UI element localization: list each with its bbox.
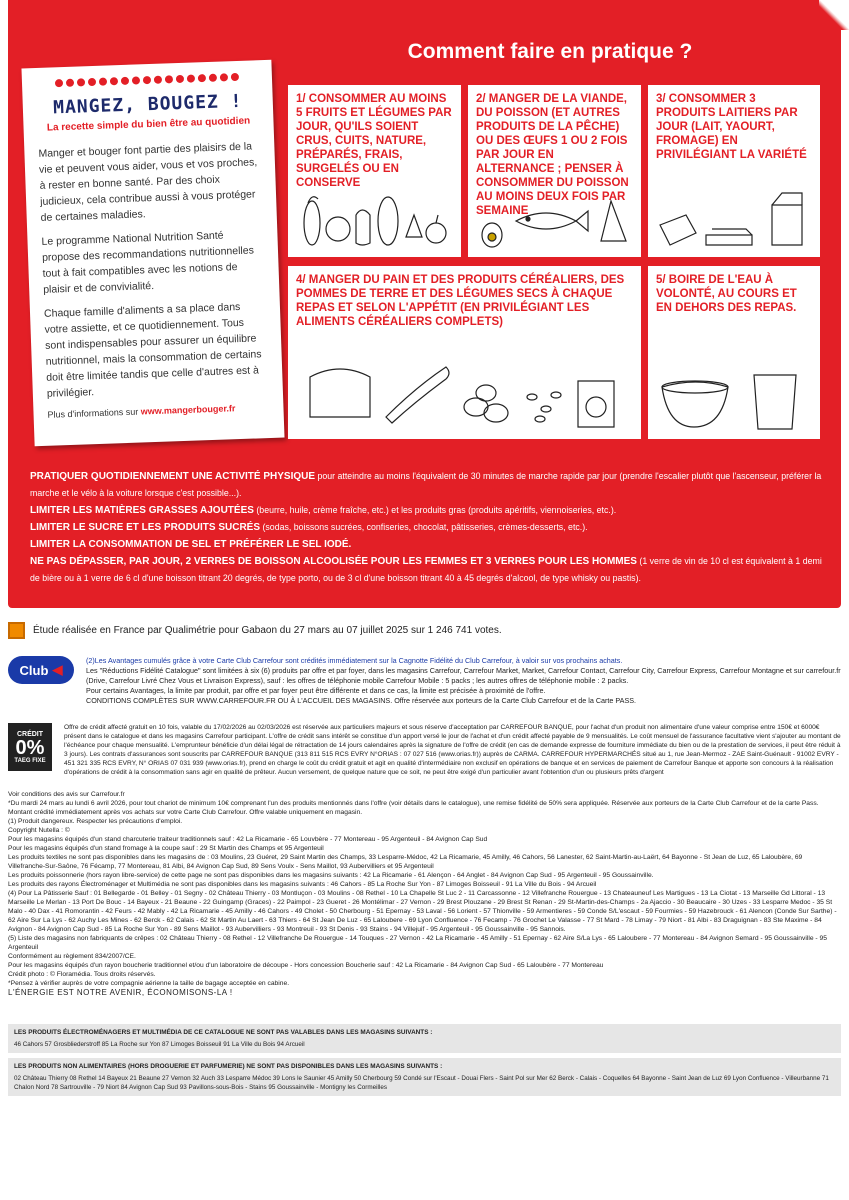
mangez-bougez-card [21, 60, 284, 446]
note-title: MANGEZ, BOUGEZ ! [52, 90, 243, 119]
page-curl-decoration [819, 0, 849, 30]
study-note: Étude réalisée en France par Qualimétrie pour Gabaon du 27 mars au 07 juillet 2025 sur 1 246 741 votes. [8, 622, 502, 639]
mangerbouger-link[interactable]: www.mangerbouger.fr [140, 403, 236, 417]
advice-item: LIMITER LE SUCRE ET LES PRODUITS SUCRÉS (sodas, boissons sucrées, confiseries, chocolat, pâtisseries, crèmes-desserts, etc.). [30, 522, 588, 533]
credit-offer-block [8, 723, 841, 777]
water-bowl-icon [656, 367, 812, 433]
advice-item: PRATIQUER QUOTIDIENNEMENT UNE ACTIVITÉ PHYSIQUE pour atteindre au moins l'équivalent de 30 minutes de marche rapide par jour (prendre l'escalier plutôt que l'ascenseur, préférer la marche et le vélo à la voiture lorsque c'est possible...). [30, 471, 822, 498]
advice-item: NE PAS DÉPASSER, PAR JOUR, 2 VERRES DE BOISSON ALCOOLISÉE POUR LES FEMMES ET 3 VERRES POUR LES HOMMES (1 verre de vin de 10 cl est équivalent à 1 demi de bière ou à 1 verre de 6 cl d'une boisson titrant 20 degrés, de type porto, ou de 3 cl d'une boisson titrant 40 à 45 degrés d'alcool, de type whisky ou pastis). [30, 556, 822, 583]
fruits-vegetables-icon [296, 185, 453, 251]
more-info: Plus d'informations sur www.mangerbouger.fr [47, 403, 236, 420]
spiral-binding [36, 72, 258, 88]
tip-water: 5/ BOIRE DE L'EAU À VOLONTÉ, AU COURS ET EN DEHORS DES REPAS. [648, 266, 820, 439]
advice-item: LIMITER LA CONSOMMATION DE SEL ET PRÉFÉRER LE SEL IODÉ. [30, 539, 352, 550]
note-paragraph: Le programme National Nutrition Santé propose des recommandations nutritionnelles tout à fait compatibles avec les notions de plaisir et de convivialité. [41, 229, 255, 296]
tip-fruits-vegetables: 1/ CONSOMMER AU MOINS 5 FRUITS ET LÉGUMES PAR JOUR, QU'ILS SOIENT CRUS, CUITS, NATURE, PRÉPARÉS, FRAIS, SURGELÉS OU EN CONSERVE [288, 85, 461, 257]
carrefour-logo-icon: ◀ [52, 662, 63, 677]
note-subtitle: La recette simple du bien être au quotidien [46, 115, 251, 134]
tip-bread-cereals: 4/ MANGER DU PAIN ET DES PRODUITS CÉRÉALIERS, DES POMMES DE TERRE ET DES LÉGUMES SECS À CHAQUE REPAS ET SELON L'APPÉTIT (EN PRIVILÉGIANT LES ALIMENTS CÉRÉALIERS COMPLETS) [288, 266, 641, 439]
store-exclusion-box: LES PRODUITS ÉLECTROMÉNAGERS ET MULTIMÉDIA DE CE CATALOGUE NE SONT PAS VALABLES DANS LES MAGASINS SUIVANTS : 46 Cahors 57 Grosbliederstroff 85 La Roche sur Yon 87 Limoges Boisseuil 91 La Ville du Bois 94 Arcueil [8, 1024, 841, 1053]
tip-meat-fish-eggs: 2/ MANGER DE LA VIANDE, DU POISSON (ET AUTRES PRODUITS DE LA PÊCHE) OU DES ŒUFS 1 OU 2 FOIS PAR JOUR EN ALTERNANCE ; PENSER À CONSOMMER DU POISSON AU MOINS DEUX FOIS PAR SEMAINE [468, 85, 641, 257]
club-carrefour-logo: Club ◀ [8, 656, 74, 684]
credit-0-badge: CRÉDIT 0% TAEG FIXE [8, 723, 52, 771]
legal-notes: Voir conditions des avis sur Carrefour.fr *Du mardi 24 mars au lundi 6 avril 2026, pour tout chariot de minimum 10€ comprenant l'un des produits mentionnés dans l'offre (voir détails dans le catalogue), une remise fidélité de 50% sera appliquée. Réservée aux porteurs de la Carte Club Carrefour et de la carte Pass. Montant crédité immédiatement après vos achats sur votre Carte Club Carrefour. Offre valable uniquement en magasin. (1) Produit dangereux. Respecter les précautions d'emploi. Copyright Nutella : © Pour les magasins équipés d'un stand charcuterie traiteur traditionnels sauf : 42 La Ricamarie - 65 Louvbère - 77 Montereau - 95 Argenteuil - 84 Avignon Cap Sud Pour les magasins équipés d'un stand fromage à la coupe sauf : 29 St Martin des Champs et 95 Argenteuil Les produits textiles ne sont pas disponibles dans les magasins de : 03 Moulins, 23 Guéret, 29 Saint Martin des Champs, 33 Lesparre-Médoc, 42 La Ricamarie, 45 Amilly, 46 Cahors, 56 Lanester, 62 Saint-Martin-au-Laërt, 64 Bayonne - St Jean de Luz, 65 Laloubère, 69 Villefranche-Sur-Saône, 76 Fécamp, 77 Montereau, 81 Albi, 84 Avignon Cap Sud, 89 Sens Voulx - Sens Maillot, 93 Aubervilliers et 95 Argenteuil Les produits poissonnerie (hors rayon libre-service) de cette page ne sont pas disponibles dans les magasins suivants : 42 La Ricamarie - 61 Alençon - 64 Anglet - 84 Avignon Cap Sud - 95 Argenteuil - 95 Goussainville. Les produits des rayons Électroménager et Multimédia ne sont pas disponibles dans les magasins suivants : 46 Cahors - 85 La Roche Sur Yon - 87 Limoges Boisseuil - 91 La Ville du Bois - 94 Arcueil (4) Pour La Pâtisserie Sauf : 01 Bellegarde - 01 Belley - 01 Segny - 02 Château Thierry - 03 Montluçon - 03 Moulins - 08 Rethel - 10 La Chapelle St Luc 2 - 11 Carcassonne - 12 Villefranche Rouergue - 13 Chateauneuf Les Martigues - 13 La Ciotat - 13 Marseille Gd Littoral - 13 Marseille Le Merlan - 13 Port De Bouc - 14 Bayeux - 21 Beaune - 22 Guingamp (Graces) - 22 Paimpol - 23 Gueret - 26 Montélimar - 27 Vernon - 29 Brest Plouzane - 29 Brest St Renan - 29 St-Martin-des-Champs - 2a Ajaccio - 30 Beaucaire - 30 Uzes - 33 Lesparre Medoc - 35 St Malo - 40 Dax - 41 Romorantin - 42 Feurs - 42 Mably - 42 La Ricamarie - 45 Amilly - 46 Cahors - 49 Cholet - 50 Cherbourg - 51 Epernay - 53 Laval - 56 Lorient - 57 Thionville - 59 Armentieres - 59 Conde S/L'escaut - 59 Fourmies - 59 Hazebrouck - 61 Alencon (Conde Sur Sarthe) - 62 Aire Sur La Lys - 62 Auchy Les Mines - 62 Berck - 62 Calais - 62 St Martin Au Laert - 63 Thiers - 64 St Jean De Luz - 65 Laloubere - 69 Lyon Confluence - 76 Fecamp - 76 Grochet Le Valasse - 77 St Mard - 78 Limay - 79 Niort - 81 Albi - 83 Draguignan - 83 Ste Maxime - 84 Avignon - 84 Avignon Cap Sud - 85 La Roche Sur Yon - 89 Sens Maillot - 93 Aubervilliers - 93 Montreuil - 93 St Denis - 93 Stains - 94 Villejuif - 95 Argenteuil - 95 Goussainville - 95 Sannois. (5) Liste des magasins non fabriquants de crêpes : 02 Château Thierry - 08 Rethel - 12 Villefranche De Rouergue - 14 Touques - 27 Vernon - 42 La Ricamarie - 45 Amilly - 51 Epernay - 62 Aire S/La Lys - 65 Laloubere - 77 Montereau - 84 Avignon Semard - 95 Goussainville - 95 Argenteuil Conformément au règlement 834/2007/CE. Pour les magasins équipés d'un rayon boucherie traditionnel et/ou d'un laboratoire de découpe - Hors concession Boucherie sauf : 42 La Ricamarie - 84 Avignon Cap Sud - 65 Laloubère - 77 Montereau Crédit photo : © Floramédia. Tous droits réservés. *Pensez à vérifier auprès de votre compagnie aérienne la taille de bagage acceptée en cabine. L'ÉNERGIE EST NOTRE AVENIR, ÉCONOMISONS-LA ! [8, 791, 837, 997]
dairy-icon [656, 185, 812, 251]
note-paragraph: Chaque famille d'aliments a sa place dans votre assiette, et ce quotidiennement. Tous sont indispensables pour assurer un équilibre nutritionnel, mais la consommation de certains doit être limitée tandis que celle d'autres est à privilégier. [43, 300, 262, 400]
credit-terms: Offre de crédit affecté gratuit en 10 fois, valable du 17/02/2026 au 02/03/2026 est réservée aux particuliers majeurs et sous réserve d'acceptation par CARREFOUR BANQUE, pour l'achat d'un produit non alimentaire d'une valeur comprise entre 150€ et 6000€ présent dans le catalogue et dans les magasins Carrefour participant. L'offre de crédit sans intérêt se constitue d'un apport versé le jour de l'achat et d'un crédit affecté payable de 9 mensualités. Le coût mensuel de l'assurance facultative vient s'ajouter au montant de l'échéance pour chaque mensualité. L'emprunteur bénéficie d'un délai légal de rétractation de 14 jours calendaires après la signature de l'offre de crédit (en cas de demande expresse de fourniture immédiate du bien ou de la prestation de services, il peut être réduit à 3 jours). Les contrats d'assurances sont souscrits par CARREFOUR BANQUE (313 811 515 RCS EVRY N°ORIAS : 07 027 516 (www.orias.fr)) auprès de CARMA. CARREFOUR HYPERMARCHÉS situé au 1, rue Jean-Mermoz - ZAE Saint-Guénault - 91002 EVRY - 451 321 335 RCS EVRY, N° ORIAS 07 031 939 (www.orias.fr), prend en charge le coût du crédit gratuit et agit en qualité d'intermédiaire non exclusif en opérations de banque et en services de paiement de Carrefour Banque et apporte son concours à la réalisation d'opérations de crédit à la consommation sans agir en qualité de prêteur. Aucun versement, de quelque nature que ce soit, ne peut être exigé d'un particulier avant l'obtention d'un ou plusieurs prêts d'argent [64, 724, 841, 776]
tip-dairy: 3/ CONSOMMER 3 PRODUITS LAITIERS PAR JOUR (LAIT, YAOURT, FROMAGE) EN PRIVILÉGIANT LA VARIÉTÉ [648, 85, 820, 257]
club-carrefour-block: Club ◀ (2)Les Avantages cumulés grâce à votre Carte Club Carrefour sont crédités immédiatement sur la Cagnotte Fidélité du Club Carrefour, à valoir sur vos prochains achats. Les "Réductions Fidélité Catalogue" sont limitées à six (6) produits par offre et par foyer, dans les magasins Carrefour, Carrefour Market, Market, Carrefour Contact, Carrefour City, Carrefour Express, Carrefour Montagne et sur carrefour.fr (Drive, Carrefour Livré Chez Vous et Livraison Express), sauf : les offres de téléphonie mobile Carrefour Mobile : 5 packs ; les autres offres de téléphonie mobile : 2 packs. Pour certains Avantages, la limite par produit, par offre et par foyer peut être différente et dans ce cas, la limite est précisée à proximité de l'offre. CONDITIONS COMPLÈTES SUR WWW.CARREFOUR.FR OU À L'ACCUEIL DES MAGASINS. Offre réservée aux porteurs de la Carte Club Carrefour et de la Carte PASS. [8, 656, 841, 706]
section-title: Comment faire en pratique ? [407, 40, 693, 63]
energy-tagline: L'ÉNERGIE EST NOTRE AVENIR, ÉCONOMISONS-LA ! [8, 988, 233, 997]
advice-item: LIMITER LES MATIÈRES GRASSES AJOUTÉES (beurre, huile, crème fraîche, etc.) et les produits gras (produits apéritifs, viennoiseries, etc.). [30, 505, 617, 516]
bread-cereals-icon [296, 357, 633, 433]
health-advice [30, 468, 830, 587]
study-badge-icon [8, 622, 25, 639]
note-paragraph: Manger et bouger font partie des plaisirs de la vie et peuvent vous aider, vous et vos proches, à rester en bonne santé. Par des choix judicieux, cela contribue aussi à vous protéger de certaines maladies. [38, 140, 258, 224]
meat-fish-eggs-icon [476, 191, 633, 251]
store-exclusion-box: LES PRODUITS NON ALIMENTAIRES (HORS DROGUERIE ET PARFUMERIE) NE SONT PAS DISPONIBLES DANS LES MAGASINS SUIVANTS : 02 Château Thierry 08 Rethel 14 Bayeux 21 Beaune 27 Vernon 32 Auch 33 Lesparre Médoc 39 Lons le Saunier 45 Amilly 50 Cherbourg 59 Condé sur l'Escaut - Douai Flers - Saint Pol sur Mer 62 Berck - Calais - Coquelles 64 Bayonne - Saint Jean de Luz 69 Lyon Confluence - Villeurbanne 71 Chalon Nord 78 Sartrouville - 79 Niort 84 Avignon Cap Sud 93 Pavillons-sous-Bois - Stains 95 Goussainville - Montigny les Cormeilles [8, 1058, 841, 1096]
